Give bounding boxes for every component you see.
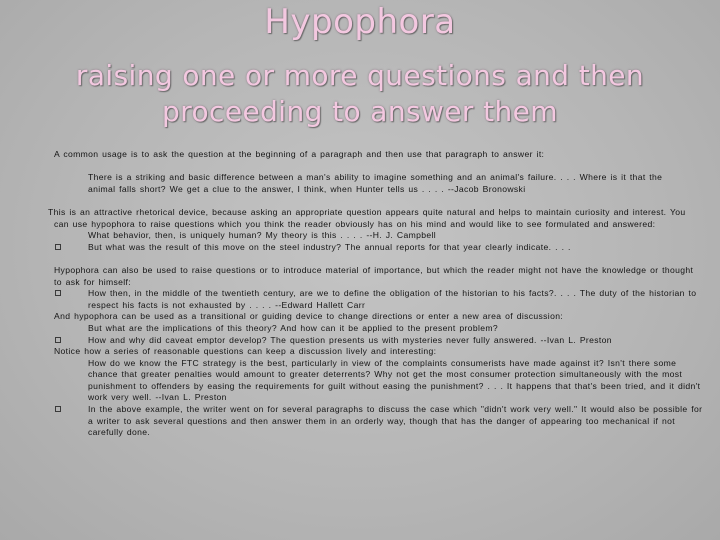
square-bullet-icon (55, 290, 61, 296)
paragraph-intro: A common usage is to ask the question at the beginning of a paragraph and then use that paragraph to answer it: (54, 149, 545, 159)
bullet-item-carr (54, 288, 704, 311)
square-bullet-icon (55, 406, 61, 412)
bullet-item-steel (54, 242, 704, 254)
preston-text: How and why did caveat emptor develop? The question presents us with mysteries never fully answered. --Ivan L. Preston (88, 334, 612, 345)
square-bullet-icon (55, 337, 61, 343)
implications-text: But what are the implications of this theory? And how can it be applied to the present problem? (88, 322, 498, 333)
paragraph-attractive: This is an attractive rhetorical device, because asking an appropriate question appears quite natural and helps to maintain curiosity and interest. You can use hypophora to raise questions which you think the reader obviously has on his mind and would like to see formulated and answered: (48, 206, 686, 229)
steel-text: But what was the result of this move on the steel industry? The annual reports for that year clearly indicate. . . . (88, 241, 571, 252)
body-text (48, 149, 704, 439)
paragraph-importance: Hypophora can also be used to raise questions or to introduce material of importance, but which the reader might not have the knowledge or thought to ask for himself: (54, 264, 694, 287)
item-ftc (54, 358, 704, 404)
carr-text: How then, in the middle of the twentieth century, are we to define the obligation of the historian to his facts?. . . . The duty of the historian to respect his facts is not exhausted by . . . . --Edward Hallett Carr (88, 288, 697, 310)
square-bullet-icon (55, 244, 61, 250)
campbell-text: What behavior, then, is uniquely human? My theory is this . . . . --H. J. Campbell (88, 230, 436, 241)
paragraph-notice: Notice how a series of reasonable questions can keep a discussion lively and interesting: (54, 346, 437, 357)
subtitle-line-1: raising one or more questions and then (75, 59, 645, 92)
slide-title: Hypophora (264, 2, 456, 42)
bullet-item-campbell (54, 230, 704, 242)
example-text: In the above example, the writer went on for several paragraphs to discuss the case which "didn't work very well." It would also be possible for a writer to ask several questions and then answer them in an orderly way, though that has the danger of appearing too mechanical if not carefully done. (88, 404, 703, 438)
bullet-item-preston (54, 335, 704, 347)
item-implications (54, 323, 704, 335)
paragraph-transitional: And hypophora can be used as a transitional or guiding device to change directions or enter a new area of discussion: (54, 311, 564, 322)
quote-bronowski: There is a striking and basic difference between a man's ability to imagine something and an animal's failure. . . . Where is it that the animal falls short? We get a clue to the answer, I think, when Hunter tells us . . . . --Jacob Bronowski (88, 172, 663, 194)
subtitle-line-2: proceeding to answer them (162, 95, 558, 128)
slide-subtitle (0, 58, 720, 130)
paragraph-attractive-wrap (0, 207, 704, 230)
ftc-text: How do we know the FTC strategy is the best, particularly in view of the complaints consumerists have made against it? Isn't there some chance that greater penalties would amount to greater deterrents? Why not get the most consumer protection simultaneously with the most punishment to offenders by easing the requirements for guilt without easing the punishment? . . . It happens that that's been tried, and it didn't work very well. --Ivan L. Preston (88, 357, 701, 403)
bullet-item-example (54, 404, 704, 439)
